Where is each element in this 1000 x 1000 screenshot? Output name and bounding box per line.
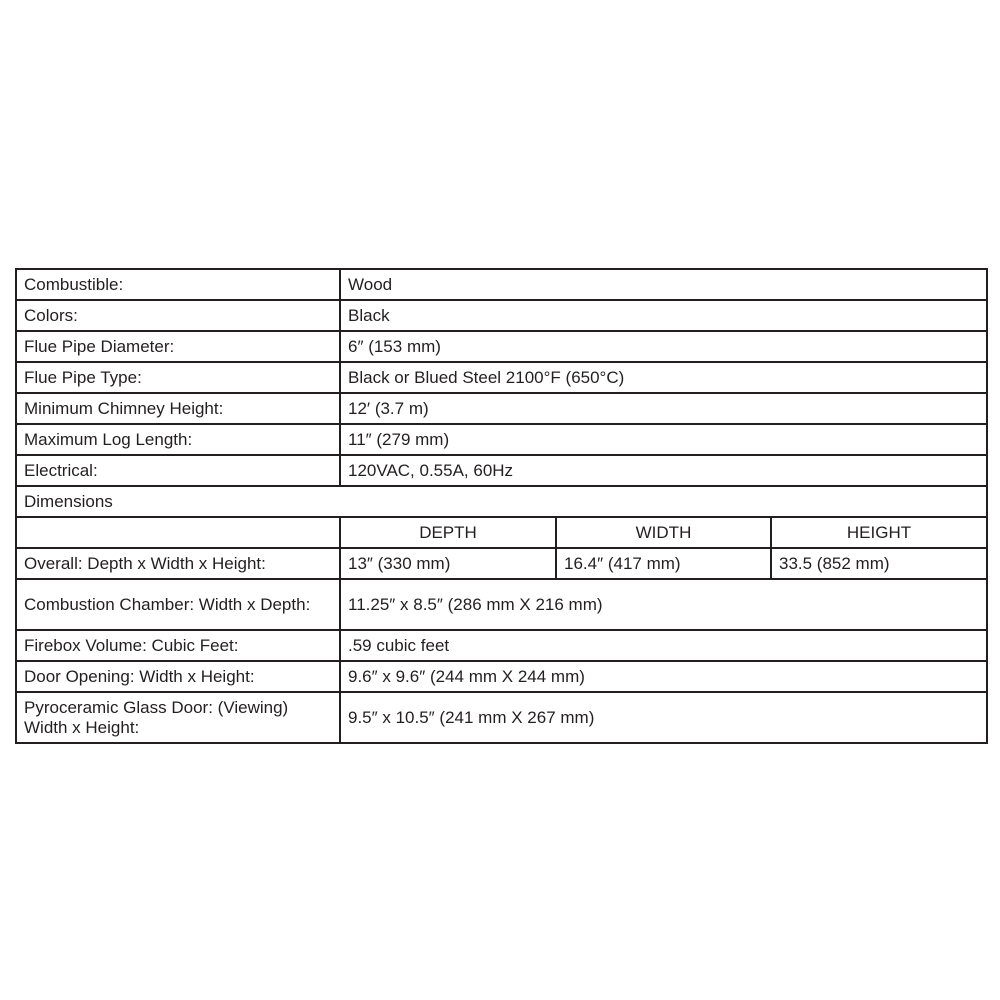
spec-row-overall-dimensions: [16, 548, 987, 579]
dimensions-heading: Dimensions: [16, 486, 987, 517]
spec-row-minimum-chimney-height: [16, 393, 987, 424]
spec-value: 11″ (279 mm): [340, 424, 987, 455]
spec-value: 9.6″ x 9.6″ (244 mm X 244 mm): [340, 661, 987, 692]
spec-label: Pyroceramic Glass Door: (Viewing) Width x Height:: [16, 692, 340, 743]
overall-height-value: 33.5 (852 mm): [771, 548, 987, 579]
spec-label: Firebox Volume: Cubic Feet:: [16, 630, 340, 661]
spec-row-door-opening: [16, 661, 987, 692]
spec-row-combustion-chamber: [16, 579, 987, 630]
spec-row-combustible: [16, 269, 987, 300]
spec-label: Maximum Log Length:: [16, 424, 340, 455]
spec-row-glass-door: [16, 692, 987, 743]
empty-header-cell: [16, 517, 340, 548]
spec-label: Combustion Chamber: Width x Depth:: [16, 579, 340, 630]
spec-value: Black or Blued Steel 2100°F (650°C): [340, 362, 987, 393]
column-header-depth: DEPTH: [340, 517, 556, 548]
spec-row-flue-pipe-type: [16, 362, 987, 393]
spec-label: Minimum Chimney Height:: [16, 393, 340, 424]
dimensions-heading-row: [16, 486, 987, 517]
spec-label: Combustible:: [16, 269, 340, 300]
overall-depth-value: 13″ (330 mm): [340, 548, 556, 579]
spec-value: .59 cubic feet: [340, 630, 987, 661]
spec-row-electrical: [16, 455, 987, 486]
column-header-width: WIDTH: [556, 517, 771, 548]
spec-value: 11.25″ x 8.5″ (286 mm X 216 mm): [340, 579, 987, 630]
column-header-height: HEIGHT: [771, 517, 987, 548]
dimensions-column-header-row: [16, 517, 987, 548]
spec-row-firebox-volume: [16, 630, 987, 661]
spec-value: 9.5″ x 10.5″ (241 mm X 267 mm): [340, 692, 987, 743]
spec-value: 6″ (153 mm): [340, 331, 987, 362]
spec-value: Black: [340, 300, 987, 331]
spec-value: 12′ (3.7 m): [340, 393, 987, 424]
spec-value: 120VAC, 0.55A, 60Hz: [340, 455, 987, 486]
spec-label: Flue Pipe Type:: [16, 362, 340, 393]
spec-label: Electrical:: [16, 455, 340, 486]
spec-row-flue-pipe-diameter: [16, 331, 987, 362]
spec-row-colors: [16, 300, 987, 331]
spec-label: Door Opening: Width x Height:: [16, 661, 340, 692]
spec-label: Colors:: [16, 300, 340, 331]
specifications-table: [15, 268, 988, 744]
spec-row-maximum-log-length: [16, 424, 987, 455]
overall-width-value: 16.4″ (417 mm): [556, 548, 771, 579]
spec-label: Overall: Depth x Width x Height:: [16, 548, 340, 579]
spec-value: Wood: [340, 269, 987, 300]
spec-label: Flue Pipe Diameter:: [16, 331, 340, 362]
